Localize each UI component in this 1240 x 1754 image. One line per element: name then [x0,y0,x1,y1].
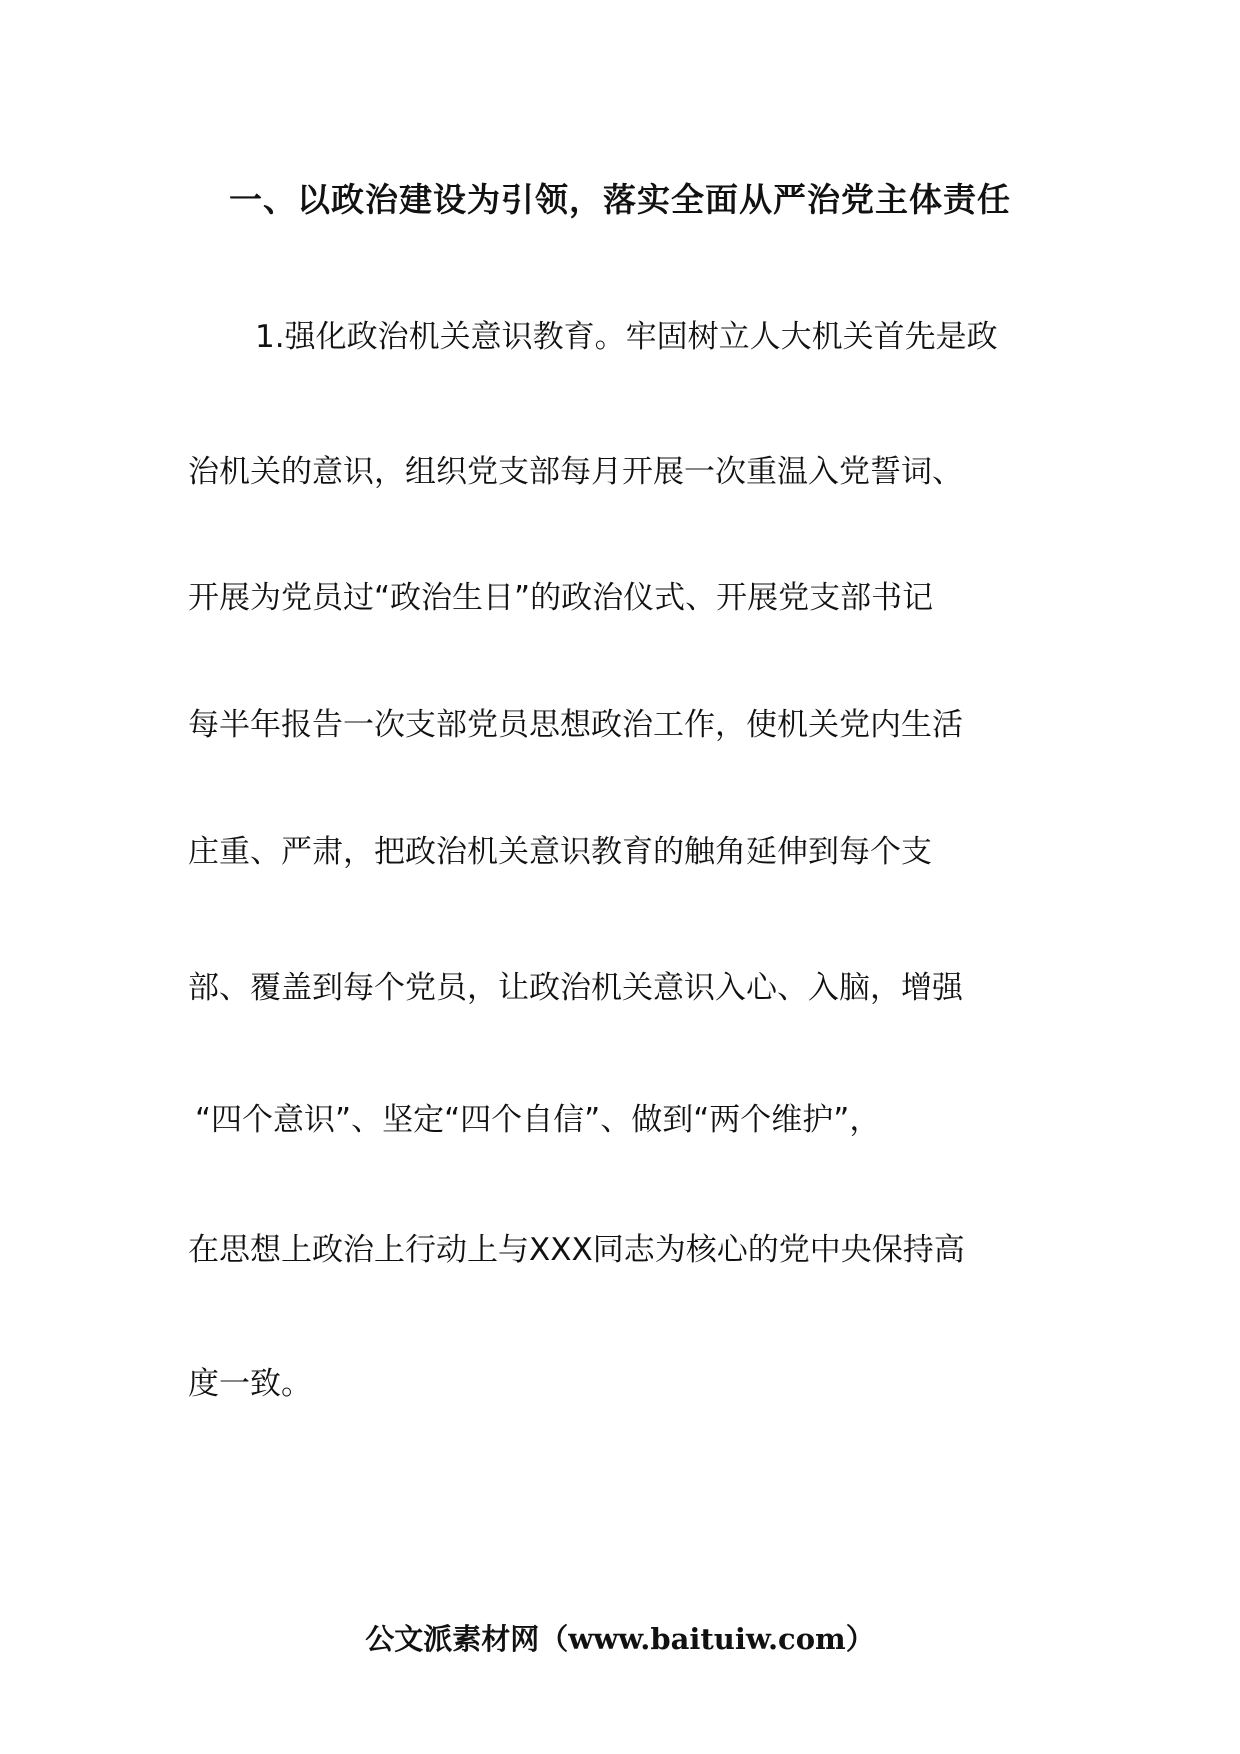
paragraph-line: 在思想上政治上行动上与XXX同志为核心的党中央保持高 [188,1232,965,1268]
paragraph-line: 每半年报告一次支部党员思想政治工作，使机关党内生活 [188,707,963,743]
paragraph-line: 部、覆盖到每个党员，让政治机关意识入心、入脑，增强 [188,970,963,1006]
paragraph-line: 1.强化政治机关意识教育。牢固树立人大机关首先是政 [255,319,998,355]
paragraph-line: 度一致。 [188,1366,312,1402]
footer-watermark: 公文派素材网（www.baituiw.com） [365,1622,875,1656]
paragraph-line: “四个意识”、坚定“四个自信”、做到“两个维护”， [195,1102,881,1138]
section-heading: 一、以政治建设为引领，落实全面从严治党主体责任 [229,180,1011,219]
paragraph-line: 治机关的意识，组织党支部每月开展一次重温入党誓词、 [188,454,963,490]
paragraph-line: 开展为党员过“政治生日”的政治仪式、开展党支部书记 [188,580,934,616]
paragraph-line: 庄重、严肃，把政治机关意识教育的触角延伸到每个支 [188,834,932,870]
